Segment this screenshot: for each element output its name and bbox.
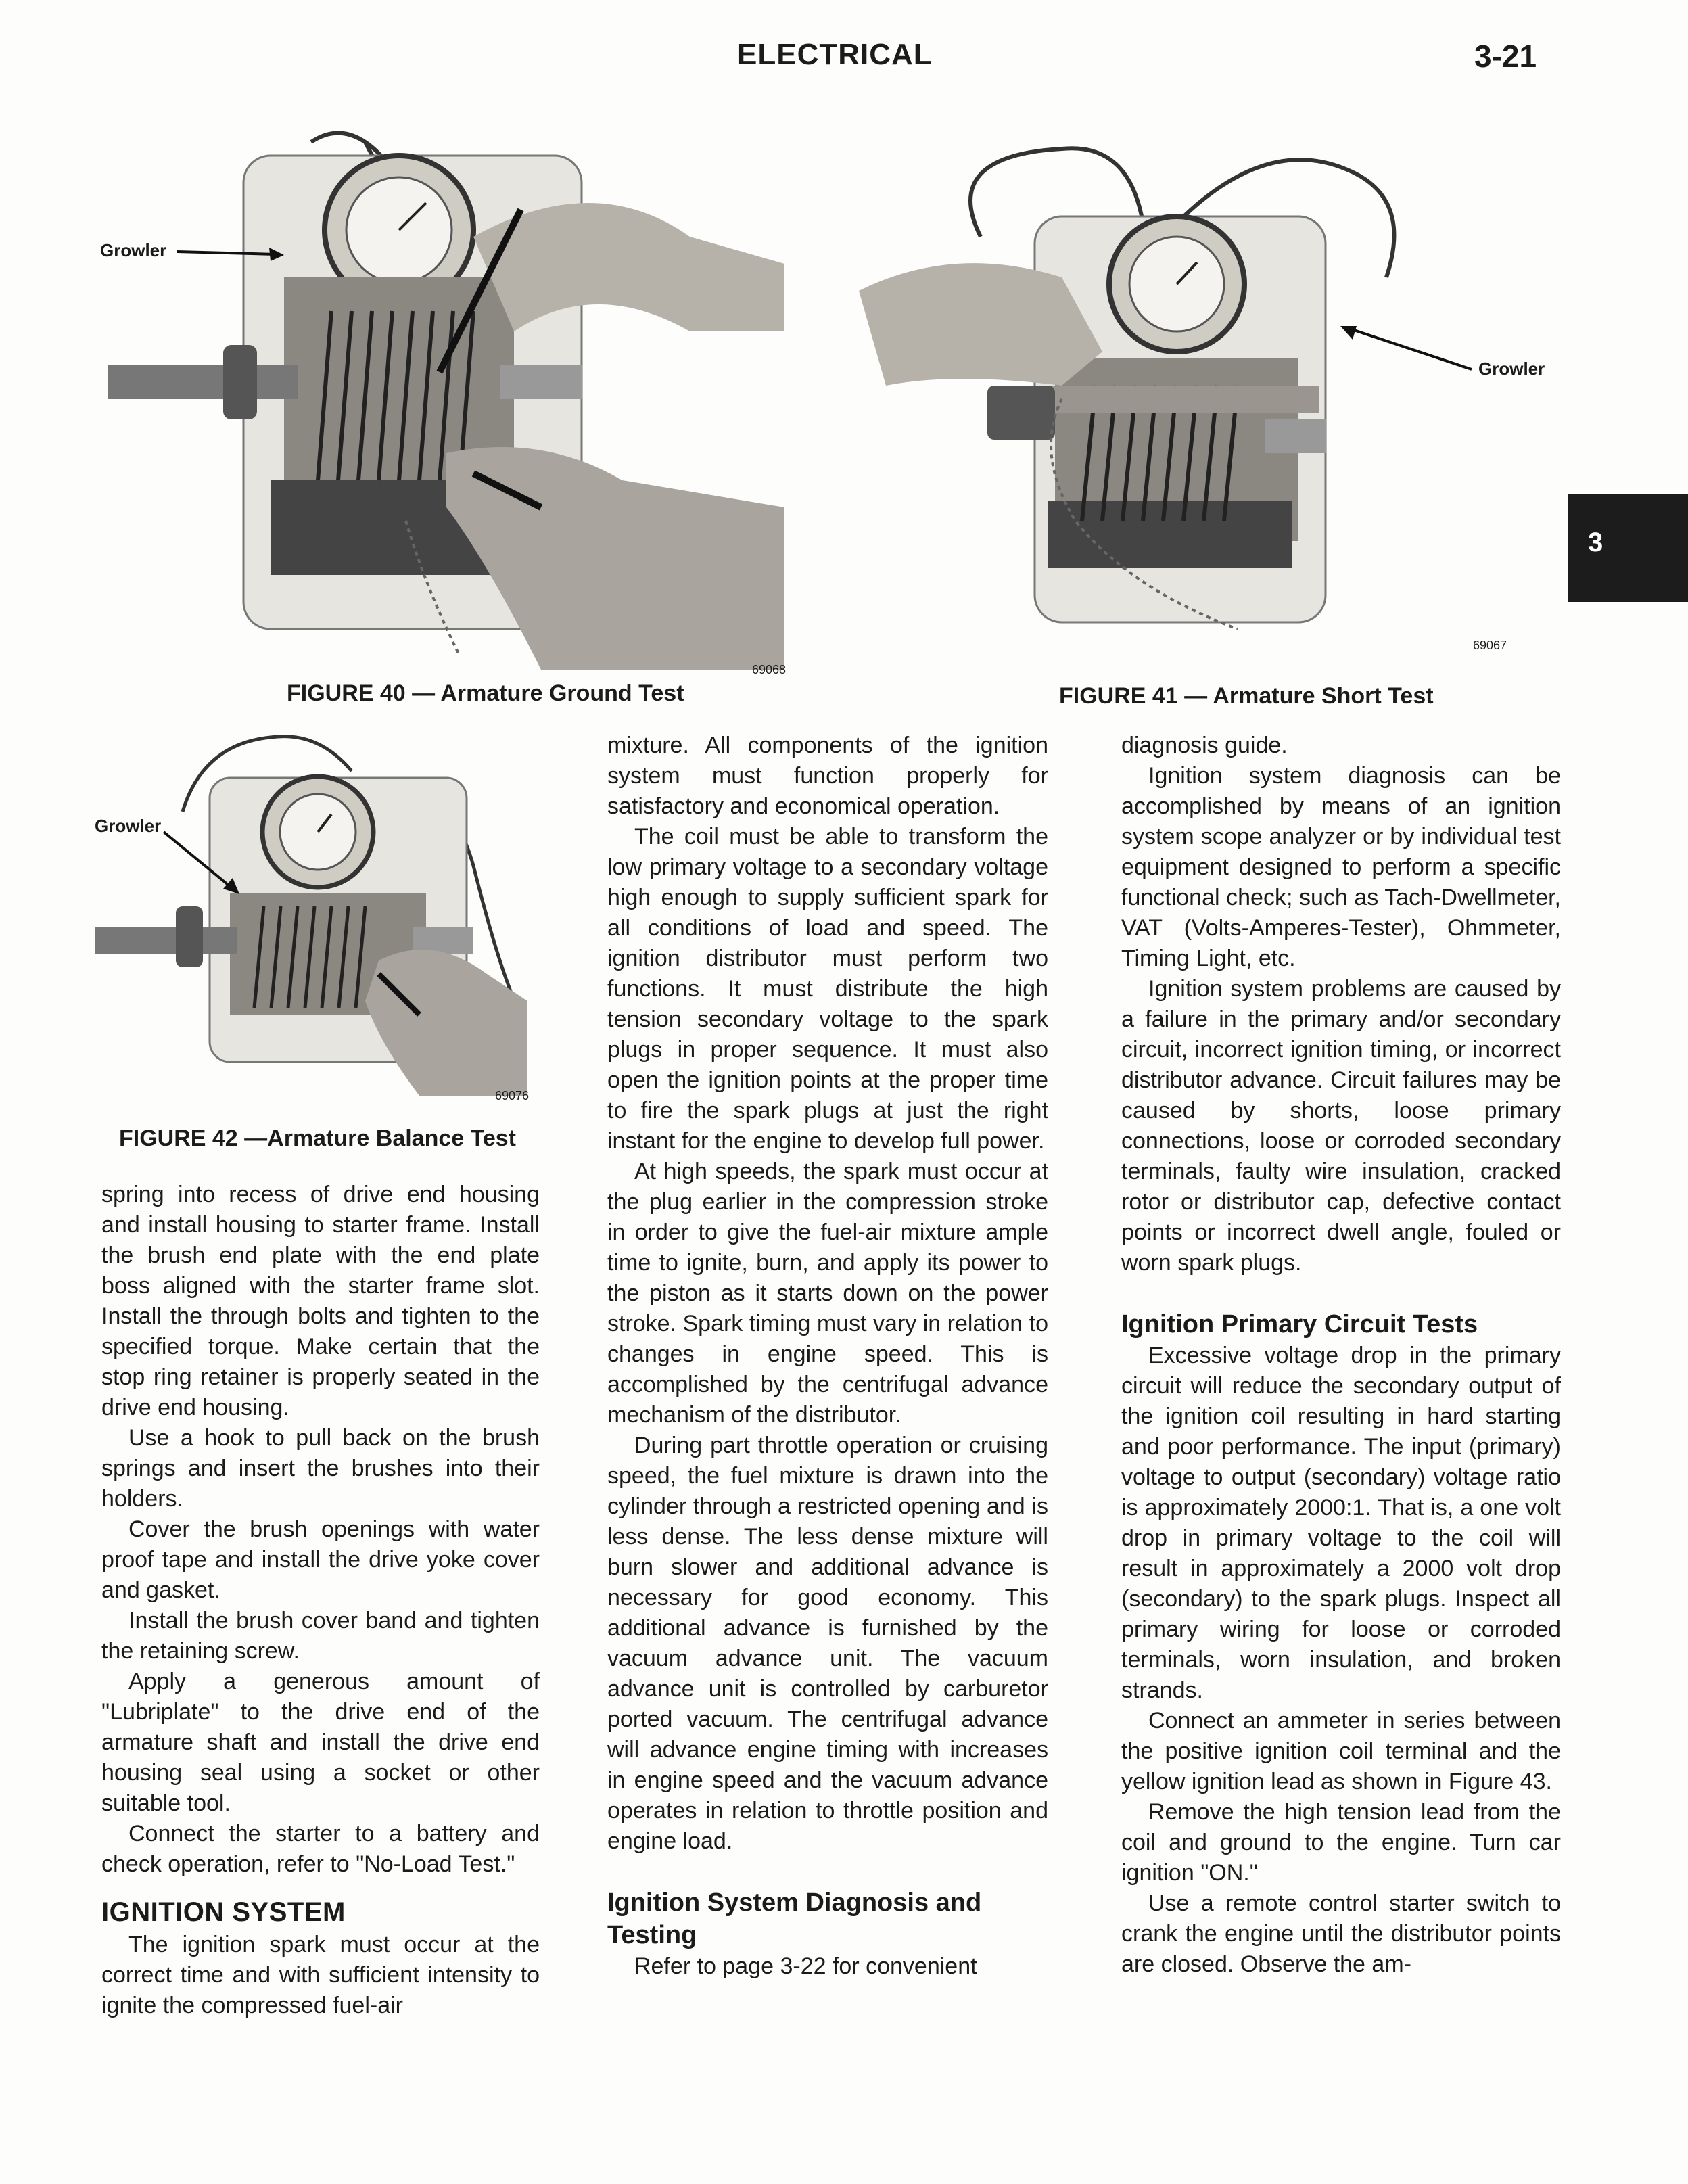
col3-paragraph: Ignition system diagnosis can be accomplished by means of an ignition system scope analyzer or by individual test equipment designed to perform a specific functional check; such as Tach-Dwellmeter, VAT (Volts-Amperes-Tester), Ohmmeter, Timing Light, etc. <box>1121 763 1561 971</box>
section-tab <box>1568 494 1688 602</box>
col3-paragraph: Connect an ammeter in series between the positive ignition coil terminal and the yellow ignition lead as shown in Figure 43. <box>1121 1708 1561 1794</box>
col2-paragraph: During part throttle operation or cruising speed, the fuel mixture is drawn into the cylinder through a restricted opening and is less dense. The less dense mixture will burn slower and additional advance is necessary for good economy. This additional advance is furnished by the vacuum advance unit. The vacuum advance unit is controlled by carburetor ported vacuum. The centrifugal advance will advance engine timing with increases in engine speed and the vacuum advance operates in relation to throttle position and engine load. <box>607 1433 1048 1854</box>
page-header-title: ELECTRICAL <box>737 38 933 71</box>
col1-paragraph: spring into recess of drive end housing and install housing to starter frame. Install the brush end plate with the end plate boss aligned with the starter frame slot. Install the through bolts and tighten to the specified torque. Make certain that the stop ring retainer is properly seated in the drive end housing. <box>101 1182 540 1420</box>
page-number: 3-21 <box>1474 39 1537 74</box>
figure-40-arrow-icon <box>177 245 285 261</box>
col2-paragraph: mixture. All components of the ignition system must function properly for satisfactory and economical operation. <box>607 733 1048 819</box>
figure-40-caption: FIGURE 40 — Armature Ground Test <box>287 680 684 706</box>
column-3 <box>1121 730 1561 1980</box>
col2-paragraph: Refer to page 3-22 for convenient <box>634 1953 977 1979</box>
col1-paragraph: Cover the brush openings with water proof tape and install the drive yoke cover and gasket. <box>101 1516 540 1603</box>
figure-42-caption: FIGURE 42 —Armature Balance Test <box>119 1125 516 1151</box>
col1-paragraph: Install the brush cover band and tighten the retaining screw. <box>101 1608 540 1664</box>
figure-41-arrow-icon <box>1339 323 1474 373</box>
figure-42-code: 69076 <box>495 1089 530 1102</box>
section-tab-label: 3 <box>1588 528 1603 557</box>
col2-paragraph: The coil must be able to transform the low primary voltage to a secondary voltage high enough to supply sufficient spark for all conditions of load and speed. The ignition distributor must perform two functions. It must distribute the high tension secondary voltage to the spark plugs in proper sequence. It must also open the ignition points at the proper time to fire the spark plugs at just the right instant for the engine to develop full power. <box>607 824 1048 1154</box>
section-heading-diagnosis: Ignition System Diagnosis and Testing <box>607 1888 982 1949</box>
figure-41-caption: FIGURE 41 — Armature Short Test <box>1059 683 1434 709</box>
figure-40-code: 69068 <box>752 663 787 676</box>
col2-paragraph: At high speeds, the spark must occur at the plug earlier in the compression stroke in order to give the fuel-air mixture ample time to ignite, burn, and apply its power to the piston as it starts down on the power stroke. Spark timing must vary in relation to changes in engine speed. This is accomplished by the centrifugal advance mechanism of the distributor. <box>607 1159 1048 1428</box>
col3-paragraph: Excessive voltage drop in the primary circuit will reduce the secondary output of the ignition coil resulting in hard starting and poor performance. The input (primary) voltage to output (secondary) voltage ratio is approximately 2000:1. That is, a one volt drop in primary voltage to the coil will result in approximately a 2000 volt drop (secondary) to the spark plugs. Inspect all primary wiring for loose or corroded terminals, worn insulation, and broken strands. <box>1121 1343 1561 1703</box>
figure-40-photo <box>108 129 784 670</box>
col3-paragraph: Ignition system problems are caused by a failure in the primary and/or secondary circuit, incorrect ignition timing, or incorrect distributor advance. Circuit failures may be caused by shorts, loose primary connections, loose or corroded secondary terminals, faulty wire insulation, cracked rotor or distributor cap, defective contact points or incorrect dwell angle, fouled or worn spark plugs. <box>1121 976 1561 1276</box>
col3-paragraph: Use a remote control starter switch to crank the engine until the distributor points are closed. Observe the am- <box>1121 1890 1561 1977</box>
col1-paragraph: Connect the starter to a battery and check operation, refer to "No-Load Test." <box>101 1821 540 1877</box>
col1-paragraph: The ignition spark must occur at the correct time and with sufficient intensity to ignite the compressed fuel-air <box>101 1932 540 2018</box>
col3-paragraph: diagnosis guide. <box>1121 733 1288 758</box>
section-heading-ignition-system: IGNITION SYSTEM <box>101 1897 346 1927</box>
col3-paragraph: Remove the high tension lead from the coil and ground to the engine. Turn car ignition "ON." <box>1121 1799 1561 1886</box>
figure-40-growler-label: Growler <box>100 240 167 260</box>
col1-paragraph: Use a hook to pull back on the brush springs and insert the brushes into their holders. <box>101 1425 540 1512</box>
figure-41-growler-label: Growler <box>1478 358 1545 379</box>
figure-42-arrow-icon <box>161 829 242 897</box>
column-1 <box>101 1180 540 2021</box>
figure-41-code: 69067 <box>1473 638 1507 652</box>
col1-paragraph: Apply a generous amount of "Lubriplate" to the drive end of the armature shaft and install the drive end housing seal using a socket or other suitable tool. <box>101 1669 540 1816</box>
figure-42-photo <box>95 730 528 1096</box>
figure-41-photo <box>859 142 1461 643</box>
section-heading-primary-circuit-tests: Ignition Primary Circuit Tests <box>1121 1310 1478 1339</box>
column-2 <box>607 730 1048 1982</box>
figure-42-growler-label: Growler <box>95 816 162 836</box>
